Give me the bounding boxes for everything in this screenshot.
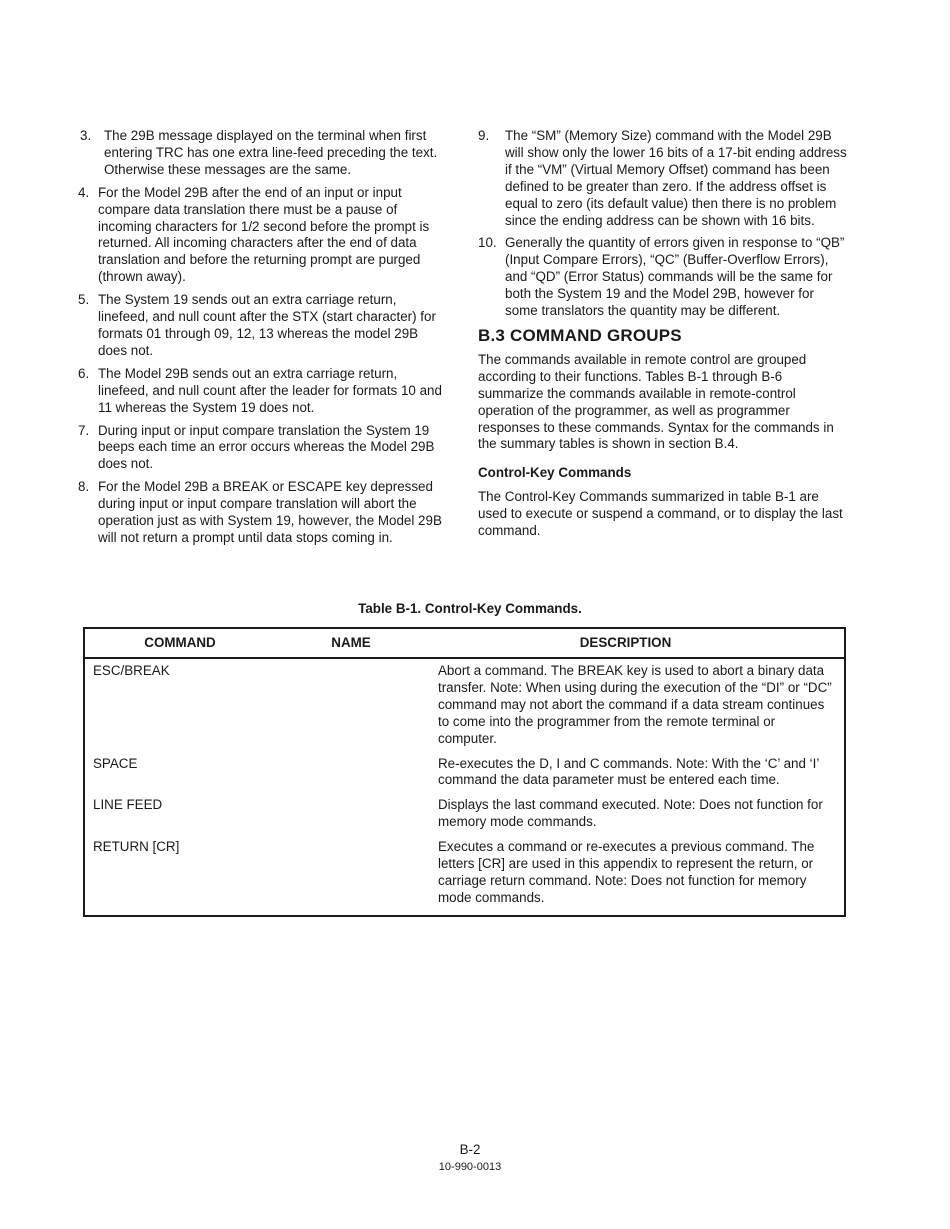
item-text: The 29B message displayed on the terminal when first entering TRC has one extra line-feed preceding the text. Otherwise these messages are the same. [104, 128, 438, 177]
cell-command: RETURN [CR] [93, 839, 180, 855]
item-number: 5. [78, 292, 90, 308]
document-number: 10-990-0013 [438, 1161, 502, 1173]
right-column [478, 128, 848, 548]
list-item [78, 423, 448, 474]
item-text: The Model 29B sends out an extra carriage return, linefeed, and null count after the leader for formats 10 and 11 whereas the System 19 does not. [98, 365, 442, 415]
cell-description: Displays the last command executed. Note: Does not function for memory mode commands. [438, 797, 823, 830]
list-item [478, 128, 848, 229]
item-number: 10. [478, 235, 497, 251]
table-row [85, 663, 844, 748]
item-text: Generally the quantity of errors given in response to “QB” (Input Compare Errors), “QC” (Buffer-Overflow Errors), and “QD” (Error Status) commands will be the same for both the System 19 and the Model 29B, however for some translators the quantity may be different. [505, 235, 845, 319]
subsection-heading: Control-Key Commands [478, 465, 632, 481]
item-text: For the Model 29B a BREAK or ESCAPE key depressed during input or input compare translation will abort the operation just as with System 19, however, the Model 29B will not return a prompt until data stops coming in. [98, 479, 442, 545]
table-row [85, 797, 844, 831]
item-text: The “SM” (Memory Size) command with the Model 29B will show only the lower 16 bits of a 17-bit ending address if the “VM” (Virtual Memory Offset) command has been defined to be greater than zero. If the address offset is equal to zero (its default value) then there is no problem since the ending address can be shown with 16 bits. [505, 128, 847, 228]
cell-command: ESC/BREAK [93, 663, 170, 678]
section-paragraph: The commands available in remote control are grouped according to their functions. Tables B-1 through B-6 summarize the commands available in remote-control operation of the programmer, as well as programmer responses to these commands. Syntax for the commands in the summary tables is shown in section B.4. [478, 351, 834, 452]
item-number: 6. [78, 365, 90, 381]
item-text: The System 19 sends out an extra carriage return, linefeed, and null count after the STX (start character) for formats 01 through 09, 12, 13 whereas the model 29B does not. [98, 292, 436, 358]
item-text: For the Model 29B after the end of an input or input compare data translation there must be a pause of incoming characters for 1/2 second before the prompt is returned. All incoming characters after the end of data translation and before the returning prompt are purged (thrown away). [98, 184, 430, 285]
item-number: 9. [478, 128, 490, 143]
table-row [85, 839, 844, 907]
table-body [85, 659, 844, 907]
page-number: B-2 [459, 1142, 481, 1157]
subsection-paragraph: The Control-Key Commands summarized in table B-1 are used to execute or suspend a command, or to display the last command. [478, 489, 843, 539]
list-item [478, 235, 848, 320]
item-number: 3. [80, 128, 92, 143]
table-header [85, 629, 844, 659]
header-command: COMMAND [144, 634, 216, 650]
list-item [78, 128, 448, 179]
cell-description: Abort a command. The BREAK key is used to abort a binary data transfer. Note: When using during the execution of the “DI” or “DC” command may not abort the command if a data stream continues to come into the programmer from the remote terminal or computer. [438, 663, 832, 746]
item-text: During input or input compare translation the System 19 beeps each time an error occurs whereas the Model 29B does not. [98, 422, 435, 472]
list-item [78, 479, 448, 547]
list-item [78, 185, 448, 286]
cell-description: Re-executes the D, I and C commands. Note: With the ‘C’ and ‘I’ command the data parameter must be entered each time. [438, 755, 819, 788]
table-row [85, 756, 844, 790]
control-key-table [83, 627, 846, 917]
header-description: DESCRIPTION [579, 634, 672, 650]
list-item [78, 292, 448, 360]
list-item [78, 366, 448, 417]
cell-command: LINE FEED [93, 797, 163, 813]
left-column [78, 128, 448, 553]
item-number: 7. [78, 422, 90, 438]
cell-description: Executes a command or re-executes a previous command. The letters [CR] are used in this appendix to represent the return, or carriage return command. Note: Does not function for memory mode commands. [438, 839, 815, 905]
item-number: 4. [78, 184, 90, 200]
section-heading: B.3 COMMAND GROUPS [478, 325, 682, 345]
cell-command: SPACE [93, 755, 138, 771]
table-caption: Table B-1. Control-Key Commands. [358, 601, 582, 616]
header-name: NAME [331, 634, 371, 650]
item-number: 8. [78, 479, 90, 495]
